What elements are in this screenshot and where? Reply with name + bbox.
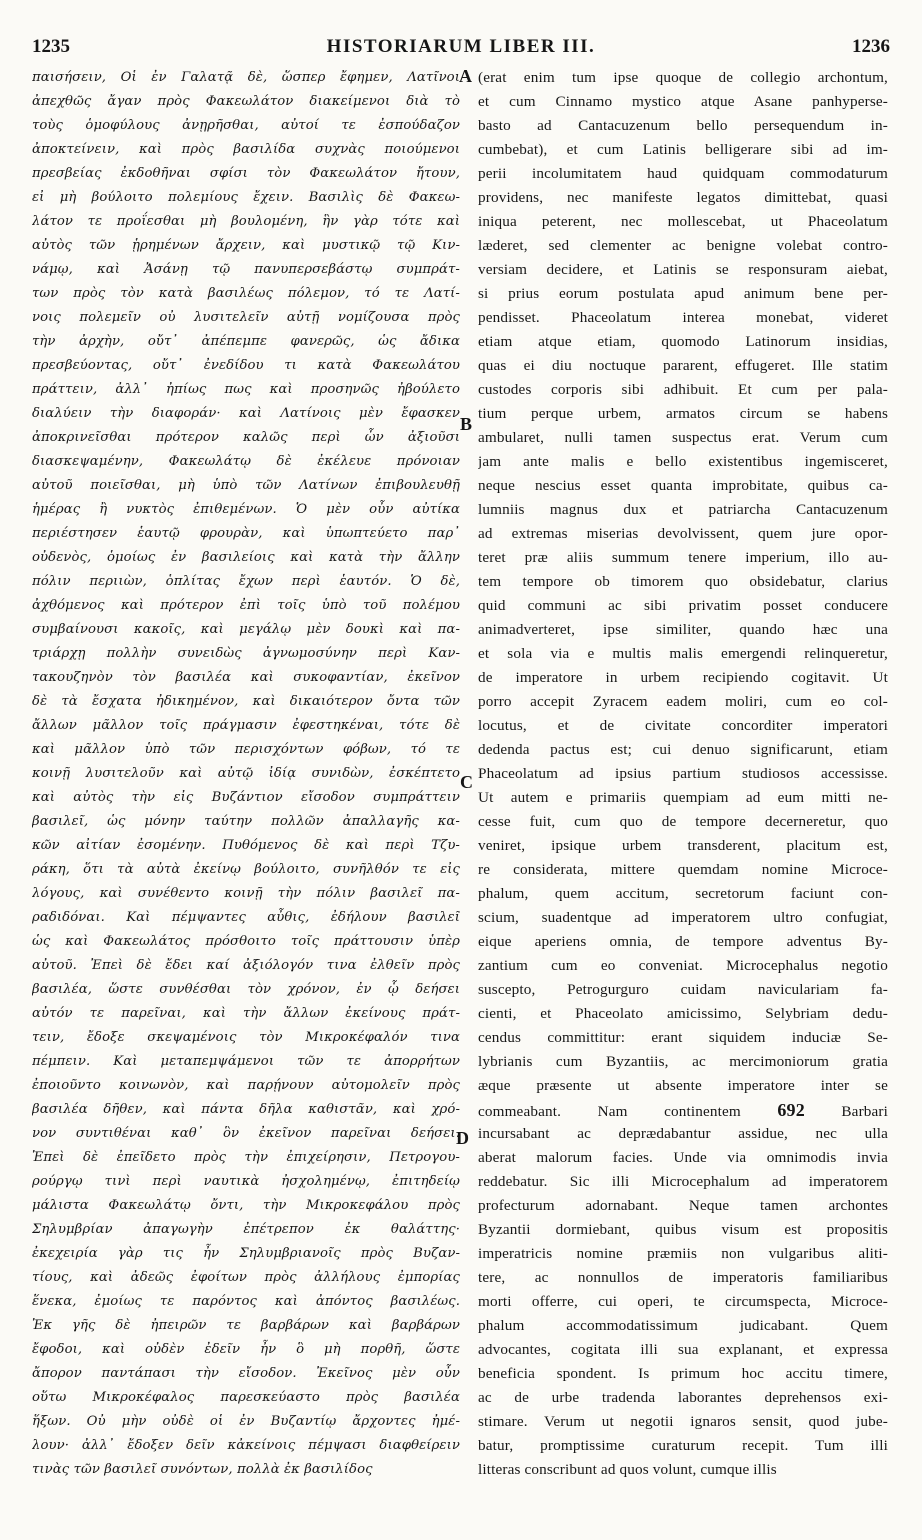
text-line: τίους, καὶ ἀδεῶς ἐφοίτων πρὸς ἀλλήλους ἐμπορίας (32, 1270, 460, 1285)
text-line: veniret, ipsique urbem transderent, placitum est, (478, 837, 888, 854)
text-line: perii incolumitatem haud quidquam commodaturum (478, 165, 888, 182)
text-line: ἀπεχθῶς ἄγαν πρὸς Φακεωλάτον διακείμενοι διὰ τὸ (32, 94, 460, 109)
text-line: morti offerre, cui operi, te circumspecta, Microce- (478, 1293, 888, 1310)
text-line: læderet, sed clementer ac benigne volebat contro- (478, 237, 888, 254)
running-title: HISTORIARUM LIBER III. (326, 36, 596, 57)
text-line: imperatricis nomine præmiis non vulgaribus aliti- (478, 1245, 888, 1262)
text-line: quid communi ac sibi privatim posset conducere (478, 597, 888, 614)
latin-column (478, 66, 888, 1482)
text-line: dedenda pactus est; cui denuo significarunt, etiam (478, 741, 888, 758)
text-line: suscepto, Petrogurguro cuidam naviculariam fa- (478, 981, 888, 998)
text-line: ρούργῳ τινὶ περὶ ναυτικὰ ἠσχολημένῳ, ἐπιτηδείῳ (32, 1174, 460, 1189)
text-line: διαλύειν τὴν διαφοράν· καὶ Λατίνοις μὲν ἔφασκεν (32, 406, 460, 421)
text-line: Σηλυμβρίαν ἀπαγωγὴν ἐπέτρεπον ἐκ θαλάττης· (32, 1222, 460, 1237)
text-line: quas ei diu noctuque pararent, effugeret. Ille statim (478, 357, 888, 374)
text-line: litteras conscribunt ad quos volunt, cumque illis (478, 1461, 777, 1478)
text-line: teret præ aliis summum tenere imperium, illo au- (478, 549, 888, 566)
text-line: lybrianis cum Byzantiis, ac mercimoniorum gratia (478, 1053, 888, 1070)
text-line: τινὰς τῶν βασιλεῖ συνόντων, πολλὰ ἐκ βασιλίδος (32, 1462, 373, 1477)
text-line: et cum Cinnamo mystico atque Asane panhyperse- (478, 93, 888, 110)
text-line: stimare. Verum ut negotii ignaros sensit, quod jube- (478, 1413, 888, 1430)
text-line: cendus committitur: erant siquidem induciæ Se- (478, 1029, 888, 1046)
text-line: cesse fuit, cum quo de tempore decerneretur, quo (478, 813, 888, 830)
section-marker-d: D (456, 1128, 469, 1148)
section-marker-b: B (460, 414, 473, 434)
text-line: Ut autem e primariis quempiam ad eum mitti ne- (478, 789, 888, 806)
text-line: παισήσειν, Οἱ ἐν Γαλατᾷ δὲ, ὥσπερ ἔφημεν, Λατῖνοι (32, 70, 460, 85)
text-line: των πρὸς τὸν κατὰ βασιλέως πόλεμον, τό τε Λατί- (32, 286, 460, 301)
text-line: πρεσβείας ἐκδοθῆναι σφίσι τὸν Φακεωλάτον ἤτουν, (32, 166, 460, 181)
text-line: tere, ac nonnullos de imperatoris familiaribus (478, 1269, 888, 1286)
section-marker-c: C (460, 772, 473, 792)
left-page-number: 1235 (32, 36, 70, 57)
text-line: τοὺς ὁμοφύλους ἀνῃρῆσθαι, αὐτοί τε ἐσπούδαζον (32, 118, 460, 133)
text-line: μάλιστα Φακεωλάτῳ ὄντι, τὴν Μικροκεφάλου πρὸς (32, 1198, 460, 1213)
text-line: jam ante malis e bello existentibus ingemisceret, (478, 453, 888, 470)
text-line: etiam atque etiam, quomodo Latinorum insidias, (478, 333, 888, 350)
text-line: νάμῳ, καὶ Ἀσάνῃ τῷ πανυπερσεβάστῳ συμπράτ- (32, 262, 460, 277)
text-line: eique aperiens omnia, de tempore adventus By- (478, 933, 888, 950)
text-line: lumniis magnus dux et patriarcha Cantacuzenum (478, 501, 888, 518)
text-line: αὐτοῦ ποιεῖσθαι, μὴ ὑπὸ τῶν Λατίνων ἐπιβουλευθῇ (32, 478, 460, 493)
text-line: Byzantii dormiebant, quibus visum est propositis (478, 1221, 888, 1238)
text-line: ἄπορον παντάπασι τὴν εἴσοδον. Ἐκεῖνος μὲν οὖν (32, 1366, 460, 1381)
text-line: advocantes, cogitata illi sua explanant, et expressa (478, 1341, 888, 1358)
text-line: Phaceolatum ad ipsius partium studiosos accessisse. (478, 765, 888, 782)
text-line: locutus, et de civitate concorditer imperatori (478, 717, 888, 734)
text-line: re considerata, mittere quemdam nomine Microce- (478, 861, 888, 878)
text-line: πέμπειν. Καὶ μεταπεμψάμενοι τῶν τε ἀπορρήτων (32, 1054, 460, 1069)
text-line: custodes corporis sibi adhibuit. Et cum per pala- (478, 381, 888, 398)
text-line: οὐδενὸς, ὁμοίως ἐν βασιλείοις καὶ κατὰ τὴν ἄλλην (32, 550, 460, 565)
text-line: cumbebat), et cum Latinis belligerare sibi ad im- (478, 141, 888, 158)
text-line: βασιλέα, ὥστε συνθέσθαι τὸν χρόνον, ἐν ᾧ δεήσει (32, 982, 460, 997)
text-line: ἀποκρινεῖσθαι πρότερον καλῶς περὶ ὧν ἀξιοῦσι (32, 430, 460, 445)
text-line: κοινῇ λυσιτελοῦν καὶ αὐτῷ ἰδίᾳ συνιδὼν, ἐσκέπτετο (32, 766, 460, 781)
right-page-number: 1236 (852, 36, 890, 57)
text-line: ac de urbe tradenda laborantes deprehensos exi- (478, 1389, 888, 1406)
text-line: εἰ μὴ βούλοιτο πολεμίους ἔχειν. Βασιλὶς δὲ Φακεω- (32, 190, 460, 205)
text-line: pendisset. Phaceolatum interea monebat, videret (478, 309, 888, 326)
text-line: νον συντιθέναι καθ᾽ ὃν ἐκεῖνον παρεῖναι δεήσει. (32, 1126, 460, 1141)
text-line: καὶ αὐτὸς τὴν εἰς Βυζάντιον εἴσοδον συμπράττειν (32, 790, 460, 805)
text-line: de imperatore in urbem recipiendo cogitavit. Ut (478, 669, 888, 686)
text-line: æque præsente ut absente imperatore inter se (478, 1077, 888, 1094)
text-line: πράττειν, ἀλλ᾽ ἠπίως πως καὶ προσηνῶς ἠβούλετο (32, 382, 460, 397)
text-line: νοις πολεμεῖν οὐ λυσιτελεῖν αὐτῇ νομίζουσα πρὸς (32, 310, 460, 325)
text-line: scium, suadentque ad imperatorem ultro confugiat, (478, 909, 888, 926)
text-line: ἀποκτείνειν, καὶ πρὸς βασιλίδα συχνὰς ποιούμενοι (32, 142, 460, 157)
text-line: λάτον τε προΐεσθαι μὴ βουλομένη, ἣν γὰρ τότε καὶ (32, 214, 460, 229)
text-line: beneficia spondent. Is primum hoc accitu timere, (478, 1365, 888, 1382)
text-line: ἄλλων μᾶλλον τοῖς πράγμασιν ἐφεστηκέναι, τότε δὲ (32, 718, 460, 733)
text-line: λουν· ἀλλ᾽ ἔδοξεν δεῖν κἀκείνοις πέμψασι διαφθείρειν (32, 1438, 460, 1453)
text-line: αὐτοῦ. Ἐπεὶ δὲ ἔδει καί ἀξιόλογόν τινα ἐλθεῖν πρὸς (32, 958, 460, 973)
text-line: phalum accommodatissimum judicabant. Quem (478, 1317, 888, 1334)
text-line: cienti, et Phaceolato amicissimo, Selybriam dedu- (478, 1005, 888, 1022)
text-line: αὐτόν τε παρεῖναι, καὶ τὴν ἄλλων ἐκείνους πράτ- (32, 1006, 460, 1021)
inline-number: 692 (777, 1100, 805, 1120)
text-line: τὴν ἀρχὴν, οὔτ᾽ ἀπέπεμπε φανερῶς, ὡς ἄδικα (32, 334, 460, 349)
text-line: ἐκεχειρία γὰρ τις ἦν Σηλυμβριανοῖς πρὸς Βυζαν- (32, 1246, 460, 1261)
text-line: profecturum adornabant. Neque tamen archontes (478, 1197, 888, 1214)
text-line: ambularet, nulli tamen suspectus erat. Verum cum (478, 429, 888, 446)
text-line: διασκεψαμένην, Φακεωλάτῳ δὲ ἐκέλευε πρόνοιαν (32, 454, 460, 469)
text-line: aberat malorum facies. Unde via omnimodis invia (478, 1149, 888, 1166)
text-line: porro accepit Zyracem eadem moliri, cum eo col- (478, 693, 888, 710)
text-line: ἡμέρας ἢ νυκτὸς ἐπιθεμένων. Ὁ μὲν οὖν αὐτίκα (32, 502, 460, 517)
text-line: ραδιδόναι. Καὶ πέμψαντες αὖθις, ἐδήλουν βασιλεῖ (32, 910, 460, 925)
text-line: providens, nec manifeste legatos dimittebat, quasi (478, 189, 888, 206)
text-line: Ἐκ γῆς δὲ ἠπειρῶν τε βαρβάρων καὶ βαρβάρων (32, 1318, 460, 1333)
text-line: λόγους, καὶ συνέθεντο κοινῇ τὴν πόλιν βασιλεῖ πα- (32, 886, 460, 901)
text-line: ἔφοδοι, καὶ οὐδὲν ἐδεῖν ἦν ὃ μὴ πορθῆ, ὥστε (32, 1342, 460, 1357)
text-line: basto ad Cantacuzenum bello persequendum in- (478, 117, 888, 134)
text-line: tium perque urbem, armatos circum se habens (478, 405, 888, 422)
text-line: zantium cum eo conveniat. Microcephalus negotio (478, 957, 888, 974)
text-line: τειν, ἔδοξε σκεψαμένοις τὸν Μικροκέφαλόν τινα (32, 1030, 460, 1045)
page-header (32, 36, 890, 62)
text-line: et sola via e multis malis emergendi relinqueretur, (478, 645, 888, 662)
text-line: ράκη, ὅτι τὰ αὐτὰ ἐκείνῳ βούλοιτο, συνῆλθόν τε εἰς (32, 862, 460, 877)
text-line: ἐποιοῦντο κοινωνὸν, καὶ παρῄνουν αὐτομολεῖν πρὸς (32, 1078, 460, 1093)
text-line: ἕνεκα, ἐμοίως τε παρόντος καὶ ἀπόντος βασιλέως. (32, 1294, 460, 1309)
text-line: phalum, quem accitum, secretorum faciunt con- (478, 885, 888, 902)
text-line: περιέστησεν ἑαυτῷ φρουρὰν, καὶ ὑπωπτεύετο παρ᾽ (32, 526, 460, 541)
text-line: βασιλεῖ, ὡς μόνην ταύτην πολλῶν ἀπαλλαγῆς κα- (32, 814, 460, 829)
text-line: πόλιν περιιὼν, ὁπλίτας ἔχων περὶ ἑαυτόν. Ὁ δὲ, (32, 574, 460, 589)
text-line: batur, promptissime curaturum recepit. Tum illi (478, 1437, 888, 1454)
text-line: animadverteret, ipse similiter, quando hæc una (478, 621, 888, 638)
text-line: οὕτω Μικροκέφαλος παρεσκεύαστο πρὸς βασιλέα (32, 1390, 460, 1405)
text-line: συμβαίνουσι κακοῖς, καὶ μεγάλῳ μὲν δουκὶ καὶ πα- (32, 622, 460, 637)
text-line: ὡς καὶ Φακεωλάτος πρόσθοιτο τοῖς πράττουσιν ὑπὲρ (32, 934, 460, 949)
text-line: iniqua peterent, nec mollescebat, ut Phaceolatum (478, 213, 888, 230)
section-marker-a: A (459, 66, 472, 86)
text-line: ad extremas miserias devolvissent, quem jure opor- (478, 525, 888, 542)
text-line: πρεσβεύοντας, οὔτ᾽ ἐνεδίδου τι κατὰ Φακεωλάτου (32, 358, 460, 373)
text-line: incursabant ac deprædabantur assidue, nec ulla (478, 1125, 888, 1142)
text-line: κῶν αἰτίαν ἐσομένην. Πυθόμενος δὲ καὶ περὶ Τζυ- (32, 838, 460, 853)
text-line: (erat enim tum ipse quoque de collegio archontum, (478, 69, 888, 86)
text-line: τακουζηνὸν τὸν βασιλέα καὶ συκοφαντίαν, ἐκεῖνον (32, 670, 460, 685)
text-line: neque nescius esset quanta improbitate, quibus ca- (478, 477, 888, 494)
text-line: tem tempore ob timorem quo obsidebatur, clarius (478, 573, 888, 590)
text-line: αὐτὸς τῶν ᾑρημένων ἄρχειν, καὶ μυστικῷ τῷ Κιν- (32, 238, 460, 253)
text-line: βασιλέα δῆθεν, καὶ πάντα δῆλα καθιστᾶν, καὶ χρό- (32, 1102, 460, 1117)
greek-column (32, 66, 460, 1482)
text-line: ἥξων. Οὐ μὴν οὐδὲ οἱ ἐν Βυζαντίῳ ἄρχοντες ἠμέ- (32, 1414, 460, 1429)
text-line: δὲ τὰ ἔσχατα ἠδικημένον, καὶ δικαιότερον ὄντα τῶν (32, 694, 460, 709)
text-line: ἀχθόμενος καὶ πρότερον ἐπὶ τοῖς ὑπὸ τοῦ πολέμου (32, 598, 460, 613)
text-line: Ἐπεὶ δὲ ἐπεῖδετο πρὸς τὴν ἐπιχείρησιν, Πετρογου- (32, 1150, 460, 1165)
text-line: versiam decidere, et Latinis se responsuram aiebat, (478, 261, 888, 278)
text-line: commeabant. Nam continentem 692 Barbari (478, 1100, 888, 1120)
text-line: reddebatur. Sic illi Microcephalum ad imperatorem (478, 1173, 888, 1190)
text-line: τριάρχῃ πολλὴν συνειδὼς ἀγνωμοσύνην περὶ Καν- (32, 646, 460, 661)
text-line: si prius eorum postulata apud animum bene per- (478, 285, 888, 302)
text-line: καὶ μᾶλλον ὑπὸ τῶν περισχόντων φόβων, τό τε (32, 742, 460, 757)
